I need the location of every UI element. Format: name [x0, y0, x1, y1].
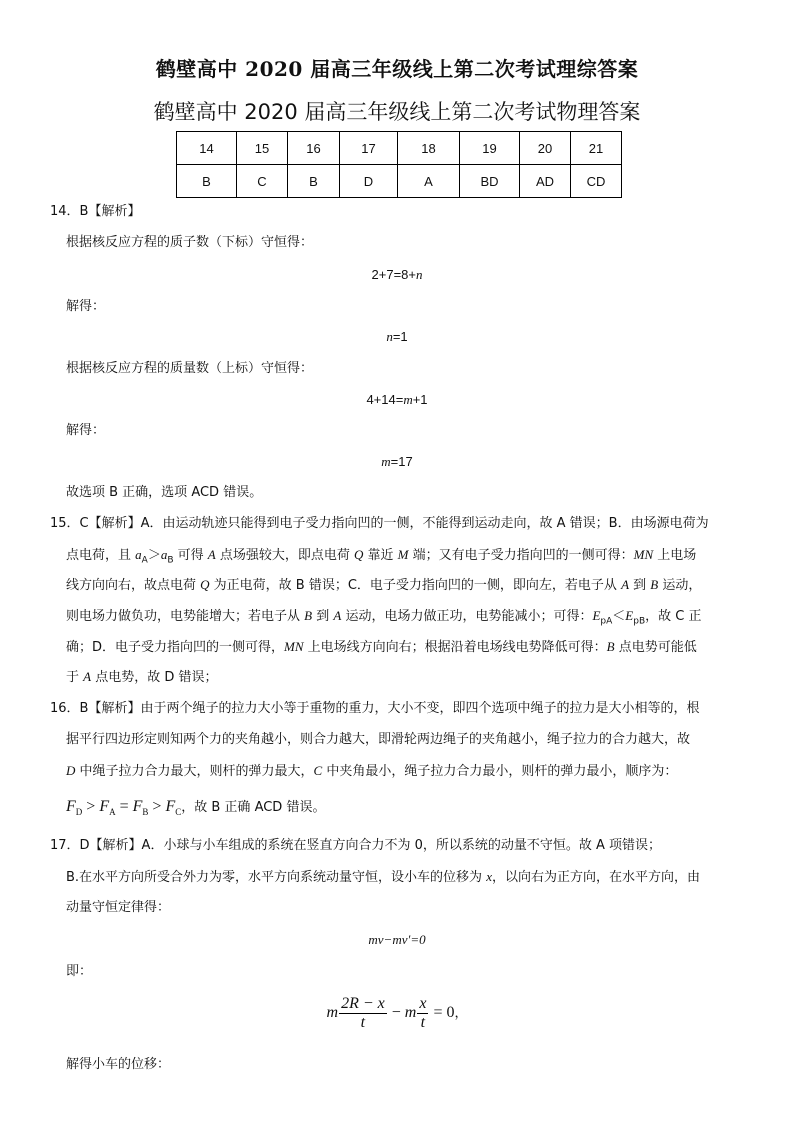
q15-heading: 15．C【解析】A．由运动轨迹只能得到电子受力指向凹的一侧，不能得到运动走向，故 A 错误；B．由场源电荷为	[50, 516, 709, 531]
var: F	[132, 798, 143, 815]
text: 则电场力做负功，电势能增大；若电子从	[66, 609, 305, 624]
q14-eq-var: n	[386, 329, 393, 344]
q14-eq-var: n	[415, 267, 423, 282]
q14-eq-text: +1	[412, 392, 428, 407]
q14-eq-text: =17	[390, 454, 413, 469]
fraction	[339, 995, 387, 1032]
text: ，故 C 正	[645, 609, 702, 624]
var: F	[99, 798, 110, 815]
text: 点电势，故 D 错误；	[91, 670, 218, 685]
q15-text-line	[66, 632, 697, 663]
op: =	[115, 798, 133, 815]
table-cell: 18	[398, 132, 460, 165]
q14-text-line: 根据核反应方程的质子数（下标）守恒得：	[66, 235, 314, 250]
table-cell: B	[177, 165, 237, 198]
text: ，故 B 正确 ACD 错误。	[181, 800, 326, 815]
op: −	[387, 1004, 405, 1022]
op: = 0	[429, 1004, 455, 1022]
q17-equation	[0, 925, 794, 956]
var: C	[313, 763, 323, 778]
numerator	[417, 995, 428, 1014]
text: 运动，电场力做正功，电势能减小；可得：	[341, 609, 593, 624]
q14-eq-text: =1	[392, 329, 408, 344]
table-cell: 19	[460, 132, 520, 165]
var: A	[83, 669, 92, 684]
var: m	[404, 1004, 417, 1022]
var: t	[360, 1014, 366, 1031]
sub: pA	[600, 616, 613, 627]
var: a	[160, 547, 168, 562]
answer-table	[176, 131, 622, 198]
text: 线方向向右，故点电荷	[66, 578, 201, 593]
var: B	[650, 577, 659, 592]
op: >	[148, 798, 166, 815]
table-cell: 17	[340, 132, 398, 165]
q14-text-line: 根据核反应方程的质量数（上标）守恒得：	[66, 361, 314, 376]
var: E	[625, 608, 634, 623]
table-cell: AD	[520, 165, 571, 198]
var: x	[419, 995, 427, 1012]
text: B.在水平方向所受合外力为零，水平方向系统动量守恒，设小车的位移为	[66, 870, 487, 885]
main-title: 鹤壁高中 2020 届高三年级线上第二次考试理综答案	[155, 57, 639, 81]
table-cell: C	[237, 165, 288, 198]
op: >	[82, 798, 100, 815]
q14-eq-var: m	[381, 454, 391, 469]
var: B	[304, 608, 313, 623]
q14-eq-text: 2+7=8+	[371, 267, 416, 282]
sub: D	[75, 807, 83, 818]
sub: B	[142, 807, 149, 818]
var: F	[66, 798, 76, 815]
text: 到	[312, 609, 334, 624]
var: m	[326, 1004, 339, 1022]
fraction-formula	[326, 995, 468, 1031]
q15-text-line	[66, 662, 218, 693]
table-cell: 15	[237, 132, 288, 165]
text: 靠近	[363, 548, 398, 563]
text: ，以向右为正方向，在水平方向，由	[491, 870, 700, 885]
var: A	[333, 608, 342, 623]
table-cell: B	[288, 165, 340, 198]
q17-text-line	[66, 862, 700, 893]
var: Q	[354, 547, 364, 562]
var: M	[397, 547, 409, 562]
sub-title: 鹤壁高中 2020 届高三年级线上第二次考试物理答案	[153, 100, 641, 124]
text: 可得	[173, 548, 208, 563]
text: ＜	[612, 609, 626, 624]
var: a	[135, 547, 142, 562]
table-cell: 21	[571, 132, 622, 165]
denominator	[339, 1014, 387, 1032]
text: 点电势可能低	[614, 640, 697, 655]
text: 端；又有电子受力指向凹的一侧可得：	[408, 548, 634, 563]
var: D	[66, 763, 76, 778]
text: 到	[629, 578, 651, 593]
q14-equation	[0, 447, 794, 478]
punct: ，	[454, 1006, 468, 1022]
q15-text-line	[66, 570, 701, 601]
table-cell: 20	[520, 132, 571, 165]
text: 点场强较大，即点电荷	[215, 548, 354, 563]
text: 中夹角最小，绳子拉力合力最小，则杆的弹力最小，顺序为：	[322, 764, 678, 779]
q14-equation	[0, 385, 794, 416]
q16-heading: 16．B【解析】由于两个绳子的拉力大小等于重物的重力，大小不变，即四个选项中绳子的拉力是大小相等的，根	[50, 701, 700, 716]
table-cell: BD	[460, 165, 520, 198]
inequality-formula	[66, 798, 182, 818]
text: 确；D．电子受力指向凹的一侧可得，	[66, 640, 285, 655]
eq: mv−mv′=0	[368, 932, 426, 947]
q17-text-line: 动量守恒定律得：	[66, 900, 171, 915]
q14-equation	[0, 260, 794, 291]
answer-table-number-row	[177, 132, 622, 165]
var: 2R − x	[341, 995, 385, 1012]
text: 于	[66, 670, 84, 685]
table-cell: D	[340, 165, 398, 198]
q16-inequality-line	[66, 792, 325, 827]
q17-fraction-equation	[0, 995, 794, 1032]
sub: A	[109, 807, 116, 818]
answer-table-answer-row	[177, 165, 622, 198]
q14-equation	[0, 322, 794, 353]
table-cell: 14	[177, 132, 237, 165]
var: E	[592, 608, 601, 623]
q14-eq-var: m	[403, 392, 413, 407]
text: 点电荷，且	[66, 548, 136, 563]
q14-eq-text: 4+14=	[366, 392, 404, 407]
table-cell: 16	[288, 132, 340, 165]
q17-text-line: 解得小车的位移：	[66, 1057, 171, 1072]
text: 上电场	[653, 548, 697, 563]
sub: C	[175, 807, 182, 818]
table-cell: CD	[571, 165, 622, 198]
q16-text-line	[66, 756, 677, 787]
var: A	[207, 547, 216, 562]
q14-text-line: 解得：	[66, 423, 106, 438]
var: A	[621, 577, 630, 592]
q17-heading: 17．D【解析】A．小球与小车组成的系统在竖直方向合力不为 0，所以系统的动量不守恒。故 A 项错误；	[50, 838, 662, 853]
table-cell: A	[398, 165, 460, 198]
q14-text-line: 故选项 B 正确，选项 ACD 错误。	[66, 485, 263, 500]
var: F	[165, 798, 176, 815]
var: MN	[284, 639, 304, 654]
text: ＞	[147, 548, 161, 563]
sub: pB	[633, 616, 646, 627]
numerator	[339, 995, 387, 1014]
text: 为正电荷，故 B 错误；C．电子受力指向凹的一侧，即向左，若电子从	[209, 578, 622, 593]
text: 中绳子拉力合力最大，则杆的弹力最大，	[75, 764, 314, 779]
fraction	[417, 995, 428, 1032]
text: 上电场线方向向右；根据沿着电场线电势降低可得：	[303, 640, 607, 655]
var: x	[486, 869, 492, 884]
var: B	[606, 639, 615, 654]
q16-text-line: 据平行四边形定则知两个力的夹角越小，则合力越大，即滑轮两边绳子的夹角越小，绳子拉力的合力越大，故	[66, 732, 691, 747]
text: 运动，	[658, 578, 702, 593]
q14-text-line: 解得：	[66, 299, 106, 314]
var: MN	[633, 547, 654, 562]
q14-heading: 14．B【解析】	[50, 204, 141, 219]
sub: A	[141, 555, 148, 566]
denominator	[417, 1014, 428, 1032]
var: Q	[200, 577, 210, 592]
q17-text-line: 即：	[66, 964, 93, 979]
var: t	[420, 1014, 426, 1031]
sub: B	[167, 555, 174, 566]
